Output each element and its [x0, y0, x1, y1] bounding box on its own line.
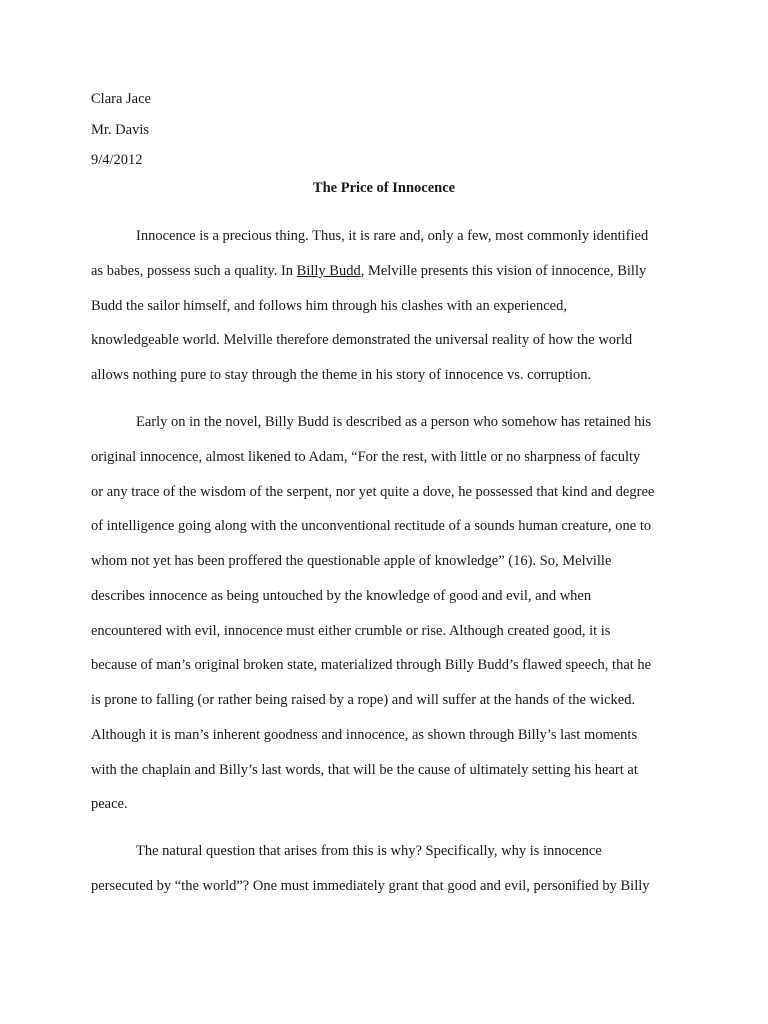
essay-date: 9/4/2012	[91, 152, 143, 168]
paragraph-line: with the chaplain and Billy’s last words, that will be the cause of ultimately setting his heart at	[91, 762, 638, 778]
paragraph-line: encountered with evil, innocence must either crumble or rise. Although created good, it is	[91, 623, 611, 639]
paragraph-line: of intelligence going along with the unconventional rectitude of a sounds human creature, one to	[91, 518, 652, 534]
paragraph-line: Innocence is a precious thing. Thus, it is rare and, only a few, most commonly identified	[136, 228, 649, 244]
paragraph-line: persecuted by “the world”? One must immediately grant that good and evil, personified by Billy	[91, 878, 650, 894]
paragraph-line: knowledgeable world. Melville therefore demonstrated the universal reality of how the world	[91, 332, 633, 348]
essay-title: The Price of Innocence	[312, 180, 456, 196]
book-title: Billy Budd	[296, 263, 361, 279]
paragraph-line: is prone to falling (or rather being raised by a rope) and will suffer at the hands of the wicked.	[91, 692, 636, 708]
text-span: , Melville presents this vision of innocence, Billy	[360, 263, 647, 279]
paragraph-line: describes innocence as being untouched by the knowledge of good and evil, and when	[91, 588, 592, 604]
paragraph-line: allows nothing pure to stay through the theme in his story of innocence vs. corruption.	[91, 367, 592, 383]
paragraph-line: whom not yet has been proffered the questionable apple of knowledge” (16). So, Melville	[91, 553, 612, 569]
text-span: as babes, possess such a quality. In	[91, 263, 297, 279]
paragraph-line: original innocence, almost likened to Adam, “For the rest, with little or no sharpness of faculty	[91, 449, 641, 465]
paragraph-line: or any trace of the wisdom of the serpent, nor yet quite a dove, he possessed that kind and degree	[91, 484, 655, 500]
paragraph-line: peace.	[91, 796, 128, 812]
paragraph-line: The natural question that arises from this is why? Specifically, why is innocence	[136, 843, 602, 859]
paragraph-line: Although it is man’s inherent goodness and innocence, as shown through Billy’s last moments	[91, 727, 638, 743]
paragraph-line: Budd the sailor himself, and follows him through his clashes with an experienced,	[91, 298, 567, 314]
student-name: Clara Jace	[91, 91, 151, 107]
paragraph-line: because of man’s original broken state, materialized through Billy Budd’s flawed speech, that he	[91, 657, 652, 673]
paragraph-line	[91, 262, 646, 280]
paragraph-line: Early on in the novel, Billy Budd is described as a person who somehow has retained his	[136, 414, 652, 430]
teacher-name: Mr. Davis	[91, 122, 149, 138]
